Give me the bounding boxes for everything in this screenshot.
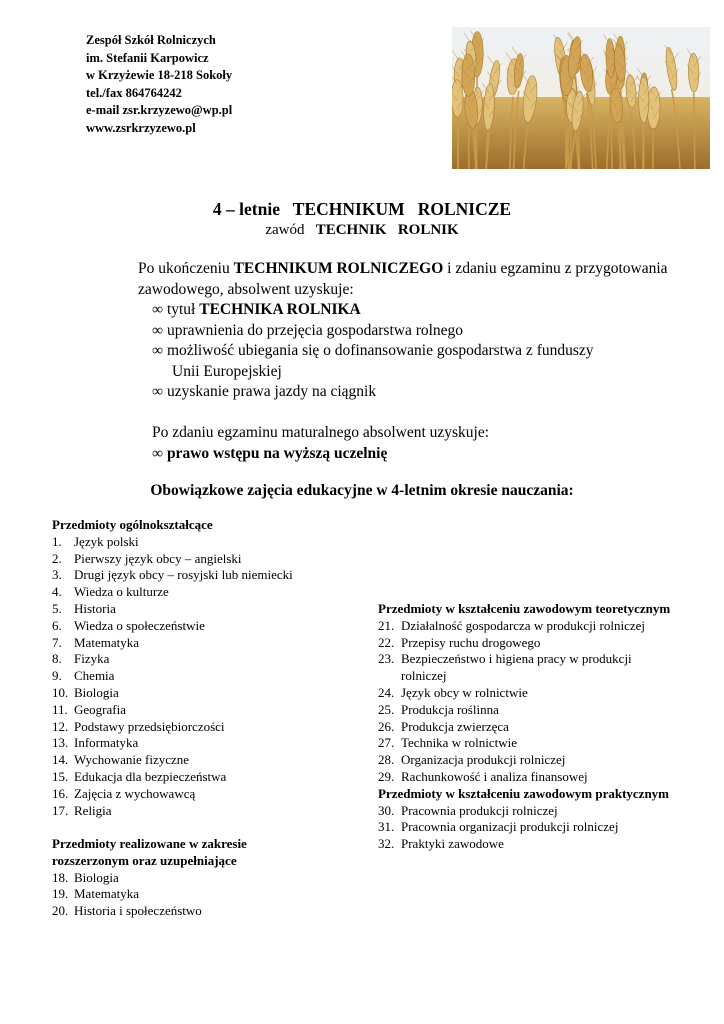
subject-item <box>378 735 678 752</box>
subject-item <box>52 668 293 685</box>
subject-name: Wychowanie fizyczne <box>74 752 190 768</box>
subject-name: Fizyka <box>74 651 110 667</box>
subject-item <box>378 702 678 719</box>
benefit-item <box>138 300 678 321</box>
subject-name: Biologia <box>74 684 119 700</box>
subject-name: Działalność gospodarcza w produkcji rolniczej <box>401 617 646 633</box>
matura-text: Po zdaniu egzaminu maturalnego absolwent uzyskuje: <box>152 424 490 441</box>
subject-item <box>378 769 678 786</box>
infinity-bullet-icon: ∞ <box>152 321 164 339</box>
subject-item <box>52 635 293 652</box>
subject-name: Historia <box>74 600 116 616</box>
subject-number: 11. <box>52 701 68 717</box>
subject-name: Informatyka <box>74 735 139 751</box>
subject-number: 8. <box>52 651 62 667</box>
subject-number: 5. <box>52 600 62 616</box>
subtitle-profession: TECHNIK ROLNIK <box>315 222 459 238</box>
subject-item <box>52 685 293 702</box>
benefit-text: możliwość ubiegania się o dofinansowanie gospodarstwa z funduszy <box>163 342 594 359</box>
wheat-photo <box>452 27 710 169</box>
subject-name: Pracownia produkcji rolniczej <box>401 802 558 818</box>
subject-number: 9. <box>52 668 62 684</box>
subject-number: 23. <box>378 651 395 667</box>
subject-name: Zajęcia z wychowawcą <box>74 785 196 801</box>
infinity-bullet-icon: ∞ <box>152 444 164 462</box>
subject-number: 21. <box>378 617 395 633</box>
benefit-text: uzyskanie prawa jazdy na ciągnik <box>163 383 377 400</box>
school-address: w Krzyżewie 18-218 Sokoły <box>86 68 233 83</box>
extended-subjects-heading: Przedmioty realizowane w zakresie rozszerzonym oraz uzupełniające <box>52 836 247 868</box>
subject-number: 31. <box>378 819 395 835</box>
subject-item <box>52 551 293 568</box>
school-patron: im. Stefanii Karpowicz <box>86 50 209 65</box>
subject-number: 20. <box>52 903 69 919</box>
subject-number: 15. <box>52 768 69 784</box>
subject-number: 17. <box>52 802 69 818</box>
subject-item <box>378 651 678 685</box>
vocational-theory-heading: Przedmioty w kształceniu zawodowym teoretycznym <box>378 601 671 616</box>
subject-number: 16. <box>52 785 69 801</box>
subject-number: 2. <box>52 550 62 566</box>
matura-benefit <box>152 444 489 465</box>
school-header <box>86 32 232 138</box>
subject-number: 25. <box>378 701 395 717</box>
subject-number: 28. <box>378 752 395 768</box>
subject-number: 4. <box>52 584 62 600</box>
subject-name: Praktyki zawodowe <box>401 836 504 852</box>
school-phone: tel./fax 864764242 <box>86 85 182 100</box>
subject-item <box>378 719 678 736</box>
subject-name: Język polski <box>74 533 139 549</box>
subject-name: Produkcja roślinna <box>401 701 499 717</box>
subject-name: Biologia <box>74 869 119 885</box>
subject-number: 6. <box>52 617 62 633</box>
subject-name: Produkcja zwierzęca <box>401 718 509 734</box>
subject-name: Matematyka <box>74 634 139 650</box>
benefit-item <box>138 382 678 403</box>
subject-item <box>378 803 678 820</box>
matura-section <box>152 423 489 464</box>
vocational-practice-heading: Przedmioty w kształceniu zawodowym praktycznym <box>378 785 670 801</box>
subject-name: Organizacja produkcji rolniczej <box>401 752 566 768</box>
subject-item <box>52 702 293 719</box>
subject-name: Historia i społeczeństwo <box>74 903 202 919</box>
subject-item <box>378 635 678 652</box>
subject-name: Podstawy przedsiębiorczości <box>74 718 225 734</box>
subject-item <box>378 819 678 836</box>
school-name: Zespół Szkół Rolniczych <box>86 33 216 47</box>
benefit-item-continuation: Unii Europejskiej <box>172 362 282 380</box>
benefit-item <box>138 341 678 362</box>
subject-item <box>378 618 678 635</box>
subject-number: 1. <box>52 533 62 549</box>
general-subjects-heading: Przedmioty ogólnokształcące <box>52 517 213 532</box>
infinity-bullet-icon: ∞ <box>152 342 164 359</box>
subject-item <box>52 584 293 601</box>
subject-name: Bezpieczeństwo i higiena pracy w produkcji rolniczej <box>401 651 632 684</box>
intro-paragraph <box>138 259 678 300</box>
subject-item <box>52 651 293 668</box>
page-title: 4 – letnie TECHNIKUM ROLNICZE <box>212 199 512 219</box>
subject-name: Religia <box>74 802 112 818</box>
benefit-item <box>138 321 678 342</box>
subject-item <box>378 685 678 702</box>
intro-section <box>138 259 678 403</box>
benefit-text: uprawnienia do przejęcia gospodarstwa rolnego <box>163 321 464 339</box>
subject-item <box>52 567 293 584</box>
subject-name: Geografia <box>74 701 126 717</box>
subject-item <box>52 752 293 769</box>
subject-item <box>378 752 678 769</box>
infinity-bullet-icon: ∞ <box>152 383 164 400</box>
subject-name: Przepisy ruchu drogowego <box>401 634 541 650</box>
subject-name: Język obcy w rolnictwie <box>401 684 528 700</box>
subject-item <box>52 534 293 551</box>
subject-number: 29. <box>378 768 395 784</box>
vocational-practice-list <box>378 803 678 853</box>
intro-text-c: i zdaniu egzaminu z przygotowania zawodowego, absolwent uzyskuje: <box>138 260 668 298</box>
subject-number: 22. <box>378 634 395 650</box>
intro-text-a: Po ukończeniu <box>138 260 234 277</box>
subject-item <box>52 903 312 920</box>
subject-name: Technika w rolnictwie <box>401 735 518 751</box>
subject-number: 27. <box>378 735 395 751</box>
obligatory-subjects-heading: Obowiązkowe zajęcia edukacyjne w 4-letnim okresie nauczania: <box>150 482 574 499</box>
subject-number: 24. <box>378 684 395 700</box>
general-subjects-list <box>52 534 293 820</box>
subject-number: 7. <box>52 634 62 650</box>
vocational-theory-list <box>378 618 678 786</box>
intro-text-bold: TECHNIKUM ROLNICZEGO <box>233 260 444 277</box>
subject-number: 13. <box>52 735 69 751</box>
school-website[interactable]: www.zsrkrzyzewo.pl <box>86 120 196 135</box>
subject-number: 3. <box>52 567 62 583</box>
extended-subjects-list <box>52 870 312 920</box>
subject-name: Pracownia organizacji produkcji rolniczej <box>401 819 619 835</box>
subject-item <box>52 803 293 820</box>
subject-item <box>52 601 293 618</box>
subject-item <box>52 618 293 635</box>
subject-number: 32. <box>378 836 395 852</box>
subject-name: Edukacja dla bezpieczeństwa <box>74 768 227 784</box>
school-email[interactable]: e-mail zsr.krzyzewo@wp.pl <box>86 103 233 118</box>
subject-name: Pierwszy język obcy – angielski <box>74 550 242 566</box>
matura-benefit-text: prawo wstępu na wyższą uczelnię <box>166 444 388 462</box>
subject-item <box>52 735 293 752</box>
subject-number: 30. <box>378 802 395 818</box>
benefit-title: TECHNIKA ROLNIKA <box>199 301 361 318</box>
subject-item <box>52 719 293 736</box>
subject-number: 18. <box>52 869 69 885</box>
general-subjects <box>52 517 293 819</box>
extended-subjects <box>52 836 312 920</box>
subject-item <box>52 786 293 803</box>
subject-item <box>52 886 312 903</box>
subject-number: 26. <box>378 718 395 734</box>
infinity-bullet-icon: ∞ <box>152 301 164 318</box>
subject-number: 14. <box>52 752 69 768</box>
subject-item <box>52 870 312 887</box>
subject-name: Wiedza o kulturze <box>74 584 169 600</box>
subject-name: Drugi język obcy – rosyjski lub niemiecki <box>74 567 293 583</box>
subject-number: 19. <box>52 886 69 902</box>
subject-name: Wiedza o społeczeństwie <box>74 617 205 633</box>
subject-number: 10. <box>52 684 69 700</box>
page-subtitle <box>0 222 724 239</box>
subject-name: Rachunkowość i analiza finansowej <box>401 768 588 784</box>
subject-name: Chemia <box>74 668 115 684</box>
subject-item <box>52 769 293 786</box>
subtitle-prefix: zawód <box>265 222 316 238</box>
subject-number: 12. <box>52 718 69 734</box>
vocational-subjects <box>378 601 678 853</box>
subject-name: Matematyka <box>74 886 139 902</box>
benefit-text: tytuł <box>163 301 200 318</box>
subject-item <box>378 836 678 853</box>
